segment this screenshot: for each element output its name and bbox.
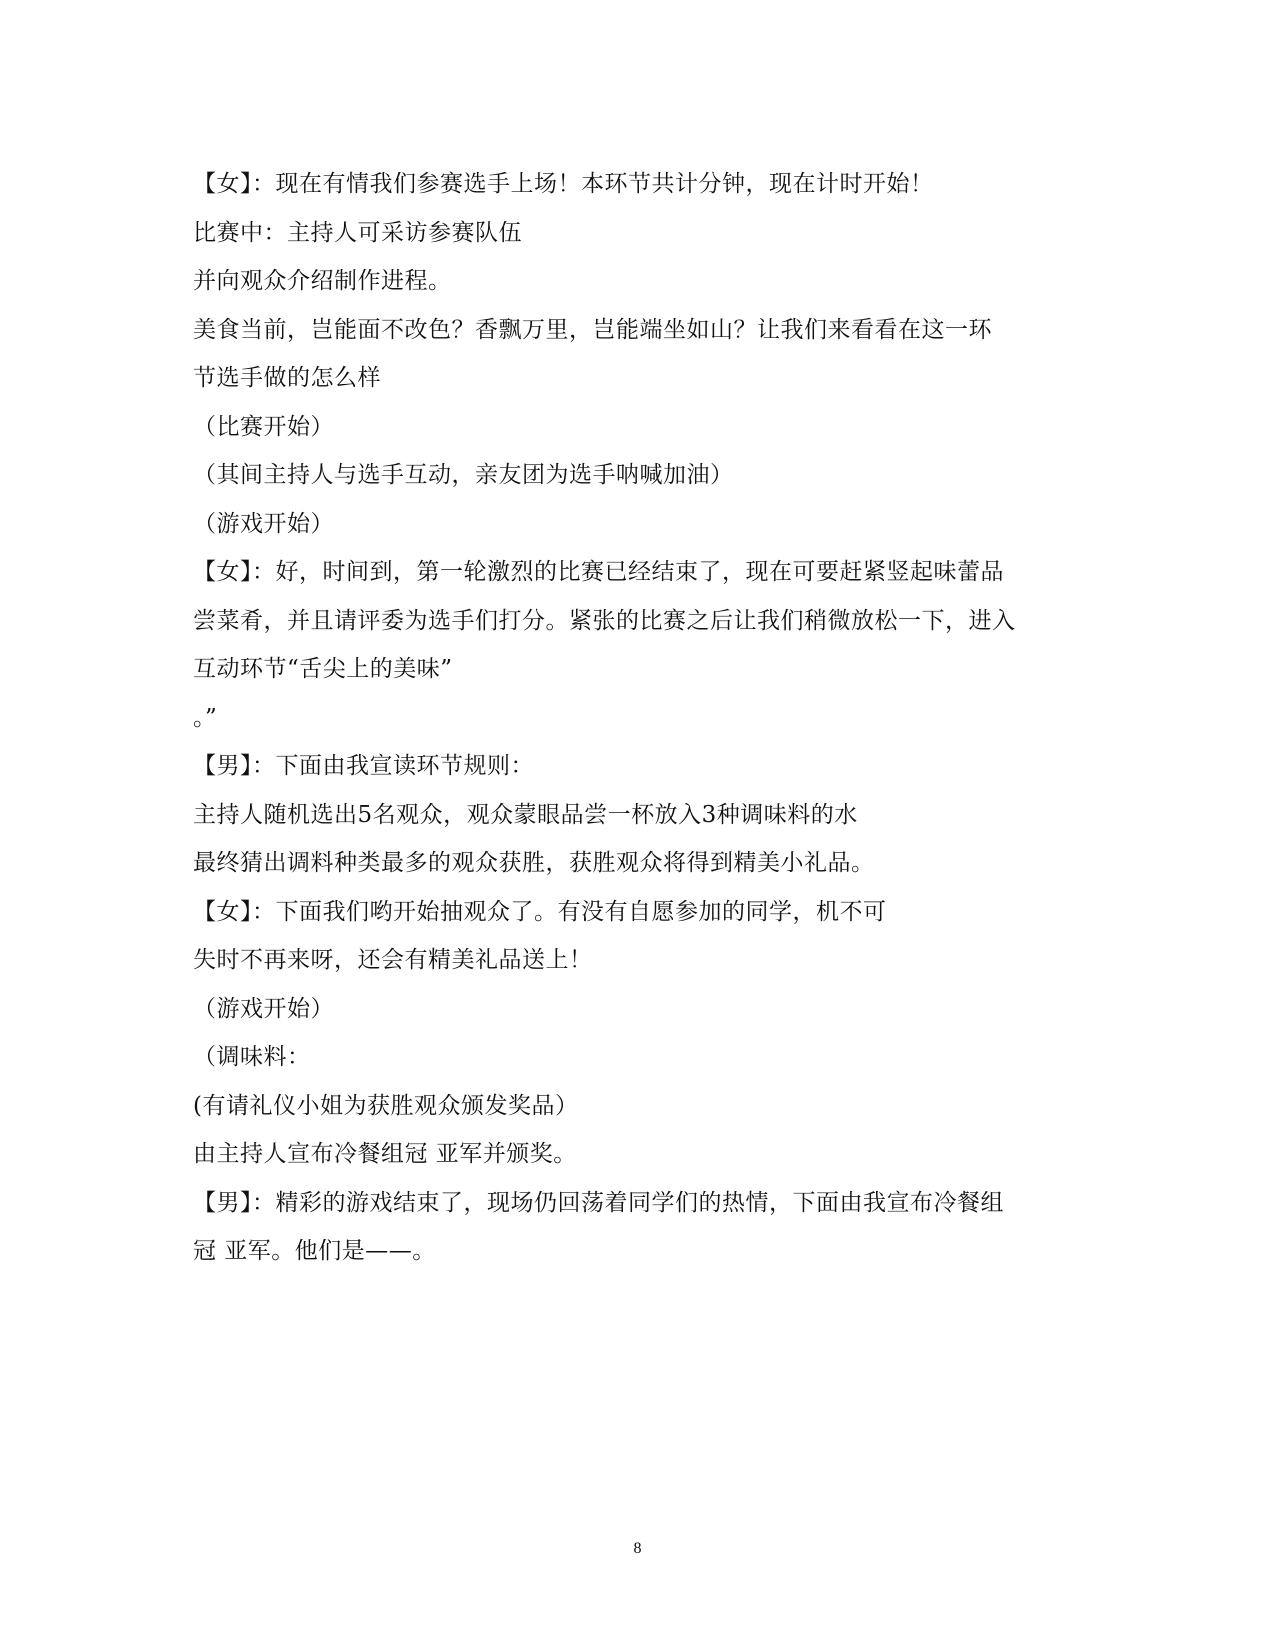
document-body: [193, 160, 1083, 1276]
text-line: （游戏开始）: [193, 510, 334, 537]
text-line: 并向观众介绍制作进程。: [193, 268, 452, 294]
text-line: （游戏开始）: [193, 995, 334, 1022]
text-line: 【女】：好，时间到，第一轮激烈的比赛已经结束了，现在可要赶紧竖起味蕾品: [193, 559, 1004, 585]
text-line: 比赛中：主持人可采访参赛队伍: [193, 219, 522, 246]
text-line: （其间主持人与选手互动，亲友团为选手呐喊加油）: [193, 462, 734, 488]
text-line: (有请礼仪小姐为获胜观众颁发奖品）: [193, 1092, 579, 1119]
text-line: 由主持人宣布冷餐组冠 亚军并颁奖。: [193, 1141, 577, 1167]
text-line: 尝菜肴，并且请评委为选手们打分。紧张的比赛之后让我们稍微放松一下，进入: [193, 607, 1016, 634]
text-line: 冠 亚军。他们是——。: [193, 1238, 436, 1264]
page-number: 8: [633, 1540, 642, 1557]
text-line: 互动环节“舌尖上的美味”: [193, 656, 453, 682]
text-line: 美食当前，岂能面不改色？香飘万里，岂能端坐如山？让我们来看看在这一环: [193, 316, 992, 343]
text-line: 主持人随机选出5名观众，观众蒙眼品尝一杯放入3种调味料的水: [193, 801, 858, 828]
text-line: 【女】：下面我们哟开始抽观众了。有没有自愿参加的同学，机不可: [193, 898, 887, 925]
text-line: 失时不再来呀，还会有精美礼品送上！: [193, 947, 593, 973]
text-line: （比赛开始）: [193, 413, 334, 440]
text-line: 【女】：现在有情我们参赛选手上场！本环节共计分钟，现在计时开始！: [193, 171, 934, 197]
text-line: 【男】：下面由我宣读环节规则：: [193, 753, 534, 779]
text-line: 【男】：精彩的游戏结束了，现场仍回荡着同学们的热情，下面由我宣布冷餐组: [193, 1189, 1004, 1216]
text-line: 最终猜出调料种类最多的观众获胜，获胜观众将得到精美小礼品。: [193, 850, 875, 876]
text-line: 。”: [193, 704, 218, 731]
text-line: 节选手做的怎么样: [193, 365, 381, 391]
text-line: （调味料：: [193, 1044, 311, 1070]
